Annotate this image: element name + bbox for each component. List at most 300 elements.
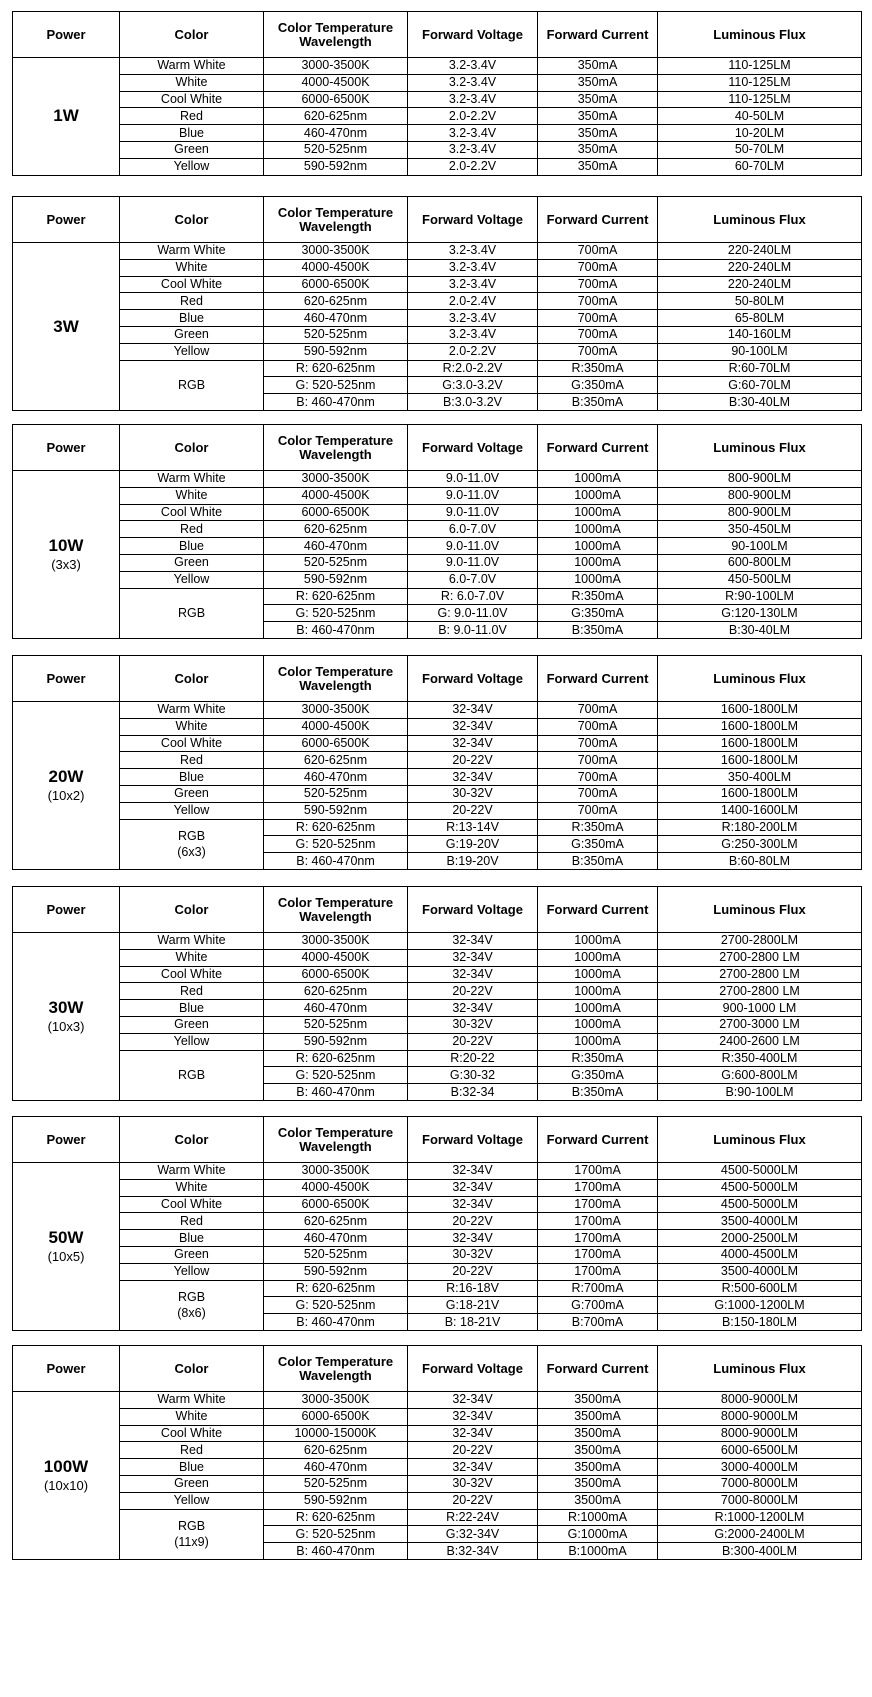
- flux-cell: 2000-2500LM: [658, 1230, 862, 1247]
- voltage-cell: 20-22V: [408, 1263, 538, 1280]
- spec-table-100w: [12, 1345, 862, 1560]
- spec-table-1w: [12, 11, 862, 176]
- temp-cell: 4000-4500K: [264, 1179, 408, 1196]
- color-cell: Blue: [120, 125, 264, 142]
- header-forward-voltage: Forward Voltage: [408, 1346, 538, 1392]
- voltage-cell: 32-34V: [408, 933, 538, 950]
- table-row: [13, 1196, 862, 1213]
- voltage-cell: 3.2-3.4V: [408, 125, 538, 142]
- temp-cell: 460-470nm: [264, 1459, 408, 1476]
- color-cell: Green: [120, 785, 264, 802]
- voltage-cell: 32-34V: [408, 1000, 538, 1017]
- color-cell: Yellow: [120, 1033, 264, 1050]
- color-cell: White: [120, 949, 264, 966]
- current-cell: 3500mA: [538, 1425, 658, 1442]
- flux-cell: 65-80LM: [658, 310, 862, 327]
- table-row: [13, 538, 862, 555]
- table-row: [13, 752, 862, 769]
- table-row: [13, 1000, 862, 1017]
- voltage-cell: 32-34V: [408, 1459, 538, 1476]
- rgb-flux-cell: B:30-40LM: [658, 622, 862, 639]
- rgb-voltage-cell: R:16-18V: [408, 1280, 538, 1297]
- rgb-label: RGB: [177, 377, 206, 392]
- temp-cell: 590-592nm: [264, 1492, 408, 1509]
- table-row: [13, 487, 862, 504]
- voltage-cell: 32-34V: [408, 949, 538, 966]
- rgb-row: [13, 360, 862, 377]
- header-temp-line1: Color Temperature: [277, 432, 394, 448]
- flux-cell: 50-80LM: [658, 293, 862, 310]
- color-cell: Yellow: [120, 1492, 264, 1509]
- rgb-voltage-cell: G:30-32: [408, 1067, 538, 1084]
- flux-cell: 6000-6500LM: [658, 1442, 862, 1459]
- spec-table-30w: [12, 886, 862, 1101]
- header-forward-voltage: Forward Voltage: [408, 656, 538, 702]
- table-row: [13, 966, 862, 983]
- color-cell: Yellow: [120, 802, 264, 819]
- rgb-label: RGB: [177, 1289, 206, 1304]
- voltage-cell: 32-34V: [408, 718, 538, 735]
- rgb-voltage-cell: G:3.0-3.2V: [408, 377, 538, 394]
- header-forward-current: Forward Current: [538, 1117, 658, 1163]
- temp-cell: 520-525nm: [264, 1246, 408, 1263]
- rgb-label: RGB: [177, 828, 206, 843]
- current-cell: 3500mA: [538, 1442, 658, 1459]
- rgb-flux-cell: R:60-70LM: [658, 360, 862, 377]
- flux-cell: 2700-3000 LM: [658, 1016, 862, 1033]
- color-cell: Red: [120, 1213, 264, 1230]
- flux-cell: 220-240LM: [658, 243, 862, 260]
- power-value: 50W: [48, 1228, 84, 1248]
- temp-cell: 520-525nm: [264, 554, 408, 571]
- rgb-flux-cell: G:250-300LM: [658, 836, 862, 853]
- header-power: Power: [13, 887, 120, 933]
- temp-cell: 620-625nm: [264, 293, 408, 310]
- flux-cell: 900-1000 LM: [658, 1000, 862, 1017]
- power-value: 3W: [53, 316, 79, 336]
- current-cell: 1000mA: [538, 538, 658, 555]
- flux-cell: 8000-9000LM: [658, 1425, 862, 1442]
- current-cell: 350mA: [538, 74, 658, 91]
- power-cell: [13, 702, 120, 870]
- color-cell: Blue: [120, 1230, 264, 1247]
- temp-cell: 4000-4500K: [264, 259, 408, 276]
- flux-cell: 1400-1600LM: [658, 802, 862, 819]
- color-cell: Cool White: [120, 1196, 264, 1213]
- header-temp-line1: Color Temperature: [277, 663, 394, 679]
- color-cell: Red: [120, 521, 264, 538]
- current-cell: 700mA: [538, 769, 658, 786]
- header-color: Color: [120, 1117, 264, 1163]
- current-cell: 700mA: [538, 702, 658, 719]
- header-color-temperature: [264, 12, 408, 58]
- current-cell: 350mA: [538, 108, 658, 125]
- current-cell: 700mA: [538, 310, 658, 327]
- current-cell: 1700mA: [538, 1263, 658, 1280]
- table-row: [13, 718, 862, 735]
- table-row: [13, 802, 862, 819]
- header-row: [13, 887, 862, 933]
- power-value: 20W: [48, 767, 84, 787]
- table-row: [13, 58, 862, 75]
- voltage-cell: 9.0-11.0V: [408, 487, 538, 504]
- voltage-cell: 20-22V: [408, 1492, 538, 1509]
- current-cell: 3500mA: [538, 1475, 658, 1492]
- temp-cell: 520-525nm: [264, 1475, 408, 1492]
- rgb-current-cell: R:350mA: [538, 360, 658, 377]
- temp-cell: 10000-15000K: [264, 1425, 408, 1442]
- current-cell: 1700mA: [538, 1163, 658, 1180]
- current-cell: 700mA: [538, 802, 658, 819]
- color-cell: White: [120, 1179, 264, 1196]
- voltage-cell: 32-34V: [408, 1196, 538, 1213]
- current-cell: 3500mA: [538, 1459, 658, 1476]
- rgb-voltage-cell: R:20-22: [408, 1050, 538, 1067]
- flux-cell: 110-125LM: [658, 74, 862, 91]
- table-row: [13, 158, 862, 175]
- rgb-temp-cell: B: 460-470nm: [264, 1543, 408, 1560]
- voltage-cell: 9.0-11.0V: [408, 504, 538, 521]
- header-luminous-flux: Luminous Flux: [658, 656, 862, 702]
- temp-cell: 620-625nm: [264, 1213, 408, 1230]
- header-temp-line2: Wavelength: [299, 218, 372, 234]
- temp-cell: 590-592nm: [264, 343, 408, 360]
- rgb-flux-cell: B:90-100LM: [658, 1084, 862, 1101]
- color-cell: Green: [120, 1016, 264, 1033]
- table-row: [13, 259, 862, 276]
- current-cell: 1700mA: [538, 1196, 658, 1213]
- color-cell: White: [120, 487, 264, 504]
- header-color-temperature: [264, 656, 408, 702]
- color-cell: Cool White: [120, 504, 264, 521]
- table-row: [13, 504, 862, 521]
- temp-cell: 3000-3500K: [264, 933, 408, 950]
- temp-cell: 460-470nm: [264, 1230, 408, 1247]
- rgb-voltage-cell: G:32-34V: [408, 1526, 538, 1543]
- voltage-cell: 2.0-2.2V: [408, 158, 538, 175]
- header-row: [13, 197, 862, 243]
- header-color: Color: [120, 197, 264, 243]
- rgb-temp-cell: G: 520-525nm: [264, 1297, 408, 1314]
- table-row: [13, 108, 862, 125]
- header-temp-line2: Wavelength: [299, 677, 372, 693]
- header-power: Power: [13, 197, 120, 243]
- flux-cell: 1600-1800LM: [658, 718, 862, 735]
- current-cell: 1700mA: [538, 1230, 658, 1247]
- rgb-temp-cell: B: 460-470nm: [264, 1084, 408, 1101]
- header-color: Color: [120, 1346, 264, 1392]
- rgb-flux-cell: G:60-70LM: [658, 377, 862, 394]
- rgb-temp-cell: B: 460-470nm: [264, 394, 408, 411]
- rgb-voltage-cell: G: 9.0-11.0V: [408, 605, 538, 622]
- rgb-voltage-cell: B:32-34: [408, 1084, 538, 1101]
- color-cell: Cool White: [120, 276, 264, 293]
- rgb-current-cell: G:350mA: [538, 836, 658, 853]
- rgb-color-cell: [120, 360, 264, 410]
- header-forward-voltage: Forward Voltage: [408, 1117, 538, 1163]
- voltage-cell: 2.0-2.4V: [408, 293, 538, 310]
- header-row: [13, 12, 862, 58]
- rgb-temp-cell: G: 520-525nm: [264, 377, 408, 394]
- current-cell: 1700mA: [538, 1213, 658, 1230]
- header-row: [13, 656, 862, 702]
- table-row: [13, 1033, 862, 1050]
- color-cell: Warm White: [120, 58, 264, 75]
- header-luminous-flux: Luminous Flux: [658, 1346, 862, 1392]
- current-cell: 700mA: [538, 326, 658, 343]
- rgb-voltage-cell: B:19-20V: [408, 853, 538, 870]
- voltage-cell: 32-34V: [408, 735, 538, 752]
- table-row: [13, 1179, 862, 1196]
- rgb-temp-cell: B: 460-470nm: [264, 622, 408, 639]
- header-power: Power: [13, 1117, 120, 1163]
- rgb-flux-cell: B:30-40LM: [658, 394, 862, 411]
- table-row: [13, 571, 862, 588]
- flux-cell: 2400-2600 LM: [658, 1033, 862, 1050]
- header-color-temperature: [264, 197, 408, 243]
- voltage-cell: 9.0-11.0V: [408, 471, 538, 488]
- temp-cell: 4000-4500K: [264, 487, 408, 504]
- current-cell: 700mA: [538, 243, 658, 260]
- table-row: [13, 91, 862, 108]
- voltage-cell: 3.2-3.4V: [408, 58, 538, 75]
- flux-cell: 450-500LM: [658, 571, 862, 588]
- table-row: [13, 343, 862, 360]
- header-luminous-flux: Luminous Flux: [658, 887, 862, 933]
- rgb-temp-cell: R: 620-625nm: [264, 1050, 408, 1067]
- flux-cell: 350-400LM: [658, 769, 862, 786]
- header-forward-voltage: Forward Voltage: [408, 197, 538, 243]
- table-row: [13, 1246, 862, 1263]
- table-row: [13, 141, 862, 158]
- header-temp-line2: Wavelength: [299, 1367, 372, 1383]
- flux-cell: 10-20LM: [658, 125, 862, 142]
- flux-cell: 1600-1800LM: [658, 785, 862, 802]
- table-row: [13, 521, 862, 538]
- temp-cell: 620-625nm: [264, 108, 408, 125]
- spec-table-10w: [12, 424, 862, 639]
- header-luminous-flux: Luminous Flux: [658, 425, 862, 471]
- voltage-cell: 32-34V: [408, 1408, 538, 1425]
- header-color: Color: [120, 12, 264, 58]
- power-value: 10W: [48, 536, 84, 556]
- table-row: [13, 785, 862, 802]
- flux-cell: 4000-4500LM: [658, 1246, 862, 1263]
- header-color-temperature: [264, 425, 408, 471]
- power-cell: [13, 933, 120, 1101]
- temp-cell: 6000-6500K: [264, 91, 408, 108]
- temp-cell: 460-470nm: [264, 125, 408, 142]
- temp-cell: 3000-3500K: [264, 1392, 408, 1409]
- color-cell: Cool White: [120, 1425, 264, 1442]
- rgb-layout: (11x9): [174, 1534, 209, 1549]
- color-cell: Warm White: [120, 933, 264, 950]
- header-forward-voltage: Forward Voltage: [408, 12, 538, 58]
- table-row: [13, 1475, 862, 1492]
- rgb-current-cell: R:700mA: [538, 1280, 658, 1297]
- header-forward-current: Forward Current: [538, 1346, 658, 1392]
- flux-cell: 140-160LM: [658, 326, 862, 343]
- voltage-cell: 2.0-2.2V: [408, 108, 538, 125]
- color-cell: White: [120, 259, 264, 276]
- rgb-voltage-cell: B: 18-21V: [408, 1314, 538, 1331]
- flux-cell: 50-70LM: [658, 141, 862, 158]
- power-layout: (10x3): [47, 1019, 85, 1035]
- color-cell: Cool White: [120, 91, 264, 108]
- header-temp-line1: Color Temperature: [277, 1124, 394, 1140]
- temp-cell: 520-525nm: [264, 141, 408, 158]
- color-cell: Red: [120, 1442, 264, 1459]
- temp-cell: 3000-3500K: [264, 702, 408, 719]
- rgb-temp-cell: R: 620-625nm: [264, 360, 408, 377]
- temp-cell: 460-470nm: [264, 310, 408, 327]
- voltage-cell: 32-34V: [408, 1163, 538, 1180]
- current-cell: 1000mA: [538, 521, 658, 538]
- voltage-cell: 3.2-3.4V: [408, 91, 538, 108]
- current-cell: 350mA: [538, 141, 658, 158]
- temp-cell: 590-592nm: [264, 1033, 408, 1050]
- color-cell: Green: [120, 1246, 264, 1263]
- table-row: [13, 1492, 862, 1509]
- current-cell: 1000mA: [538, 1016, 658, 1033]
- power-cell: [13, 58, 120, 176]
- header-forward-current: Forward Current: [538, 12, 658, 58]
- rgb-current-cell: B:350mA: [538, 394, 658, 411]
- current-cell: 1700mA: [538, 1246, 658, 1263]
- rgb-temp-cell: B: 460-470nm: [264, 1314, 408, 1331]
- voltage-cell: 30-32V: [408, 785, 538, 802]
- voltage-cell: 32-34V: [408, 1179, 538, 1196]
- rgb-current-cell: G:700mA: [538, 1297, 658, 1314]
- rgb-voltage-cell: B: 9.0-11.0V: [408, 622, 538, 639]
- color-cell: Cool White: [120, 735, 264, 752]
- flux-cell: 2700-2800 LM: [658, 949, 862, 966]
- table-row: [13, 735, 862, 752]
- rgb-layout: (8x6): [177, 1305, 206, 1320]
- current-cell: 1000mA: [538, 471, 658, 488]
- rgb-voltage-cell: G:19-20V: [408, 836, 538, 853]
- power-value: 100W: [43, 1457, 89, 1477]
- rgb-current-cell: R:350mA: [538, 588, 658, 605]
- current-cell: 700mA: [538, 785, 658, 802]
- voltage-cell: 6.0-7.0V: [408, 571, 538, 588]
- voltage-cell: 30-32V: [408, 1016, 538, 1033]
- table-row: [13, 702, 862, 719]
- rgb-current-cell: B:700mA: [538, 1314, 658, 1331]
- header-temp-line1: Color Temperature: [277, 894, 394, 910]
- rgb-row: [13, 1509, 862, 1526]
- color-cell: Warm White: [120, 471, 264, 488]
- current-cell: 700mA: [538, 718, 658, 735]
- voltage-cell: 32-34V: [408, 702, 538, 719]
- temp-cell: 3000-3500K: [264, 58, 408, 75]
- color-cell: Blue: [120, 1000, 264, 1017]
- rgb-flux-cell: R:90-100LM: [658, 588, 862, 605]
- voltage-cell: 20-22V: [408, 1213, 538, 1230]
- header-luminous-flux: Luminous Flux: [658, 12, 862, 58]
- voltage-cell: 32-34V: [408, 769, 538, 786]
- voltage-cell: 3.2-3.4V: [408, 326, 538, 343]
- flux-cell: 800-900LM: [658, 504, 862, 521]
- color-cell: Yellow: [120, 1263, 264, 1280]
- flux-cell: 110-125LM: [658, 58, 862, 75]
- current-cell: 1000mA: [538, 487, 658, 504]
- flux-cell: 2700-2800 LM: [658, 983, 862, 1000]
- rgb-color-cell: [120, 1050, 264, 1100]
- temp-cell: 590-592nm: [264, 1263, 408, 1280]
- temp-cell: 520-525nm: [264, 785, 408, 802]
- header-color-temperature: [264, 887, 408, 933]
- rgb-current-cell: B:350mA: [538, 853, 658, 870]
- voltage-cell: 20-22V: [408, 983, 538, 1000]
- rgb-color-cell: [120, 1280, 264, 1330]
- table-row: [13, 769, 862, 786]
- temp-cell: 590-592nm: [264, 158, 408, 175]
- color-cell: Red: [120, 983, 264, 1000]
- header-luminous-flux: Luminous Flux: [658, 1117, 862, 1163]
- flux-cell: 4500-5000LM: [658, 1196, 862, 1213]
- rgb-flux-cell: G:2000-2400LM: [658, 1526, 862, 1543]
- header-forward-voltage: Forward Voltage: [408, 425, 538, 471]
- current-cell: 1000mA: [538, 1000, 658, 1017]
- color-cell: Green: [120, 554, 264, 571]
- rgb-row: [13, 819, 862, 836]
- rgb-temp-cell: R: 620-625nm: [264, 1280, 408, 1297]
- temp-cell: 590-592nm: [264, 571, 408, 588]
- voltage-cell: 20-22V: [408, 802, 538, 819]
- rgb-temp-cell: R: 620-625nm: [264, 819, 408, 836]
- flux-cell: 2700-2800LM: [658, 933, 862, 950]
- current-cell: 1700mA: [538, 1179, 658, 1196]
- voltage-cell: 6.0-7.0V: [408, 521, 538, 538]
- color-cell: Cool White: [120, 966, 264, 983]
- voltage-cell: 9.0-11.0V: [408, 554, 538, 571]
- rgb-label: RGB: [177, 605, 206, 620]
- color-cell: Red: [120, 293, 264, 310]
- rgb-current-cell: B:350mA: [538, 622, 658, 639]
- flux-cell: 800-900LM: [658, 487, 862, 504]
- flux-cell: 8000-9000LM: [658, 1392, 862, 1409]
- rgb-temp-cell: R: 620-625nm: [264, 1509, 408, 1526]
- current-cell: 700mA: [538, 735, 658, 752]
- flux-cell: 4500-5000LM: [658, 1179, 862, 1196]
- rgb-flux-cell: R:350-400LM: [658, 1050, 862, 1067]
- table-row: [13, 1213, 862, 1230]
- power-layout: (10x5): [47, 1249, 85, 1265]
- power-layout: (10x2): [47, 788, 85, 804]
- temp-cell: 590-592nm: [264, 802, 408, 819]
- table-row: [13, 1163, 862, 1180]
- header-forward-current: Forward Current: [538, 887, 658, 933]
- temp-cell: 3000-3500K: [264, 471, 408, 488]
- header-temp-line1: Color Temperature: [277, 19, 394, 35]
- rgb-color-cell: [120, 819, 264, 869]
- color-cell: Red: [120, 108, 264, 125]
- table-row: [13, 1263, 862, 1280]
- rgb-row: [13, 588, 862, 605]
- rgb-flux-cell: G:600-800LM: [658, 1067, 862, 1084]
- table-row: [13, 1425, 862, 1442]
- color-cell: Green: [120, 141, 264, 158]
- rgb-temp-cell: G: 520-525nm: [264, 836, 408, 853]
- temp-cell: 6000-6500K: [264, 504, 408, 521]
- power-layout: (10x10): [43, 1478, 89, 1494]
- header-temp-line2: Wavelength: [299, 908, 372, 924]
- table-row: [13, 1230, 862, 1247]
- rgb-flux-cell: R:180-200LM: [658, 819, 862, 836]
- header-color: Color: [120, 425, 264, 471]
- table-row: [13, 1408, 862, 1425]
